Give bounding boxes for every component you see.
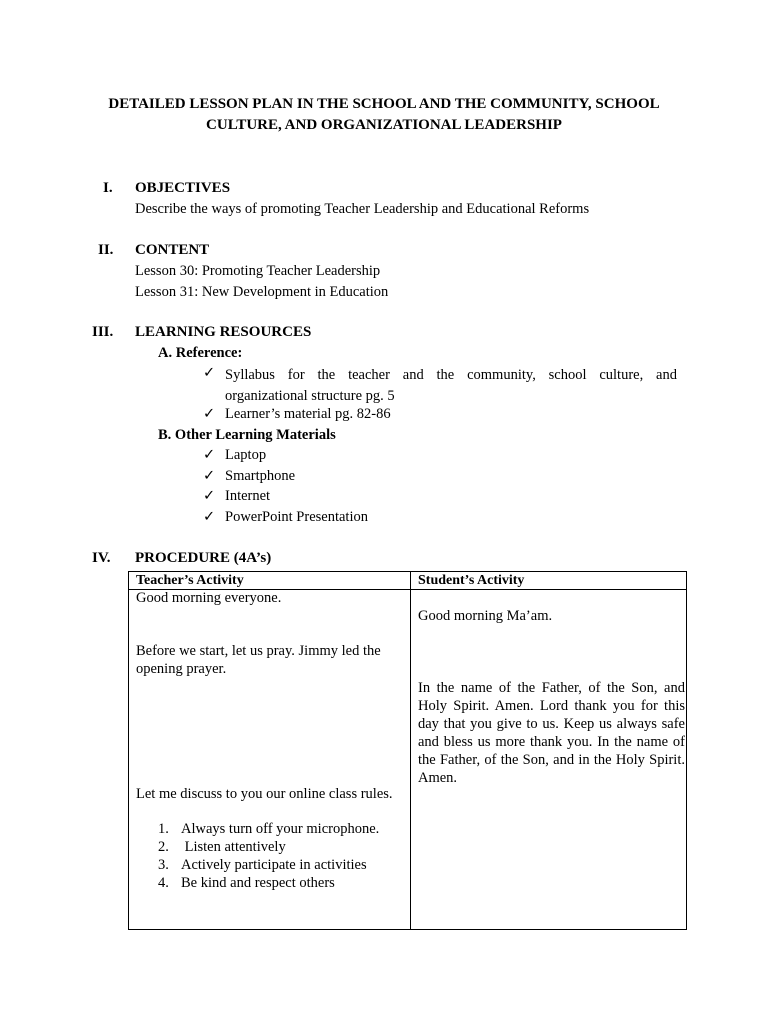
reference-item: [203, 365, 225, 382]
rules-intro: Let me discuss to you our online class rules.: [136, 786, 393, 802]
check-icon: ✓: [203, 406, 216, 422]
rule-text: Be kind and respect others: [181, 875, 335, 891]
check-icon: ✓: [203, 365, 216, 381]
rule-text: Listen attentively: [181, 839, 286, 855]
material-item: [203, 447, 267, 464]
teacher-activity-cell: [129, 590, 411, 930]
student-greeting: Good morning Ma’am.: [418, 608, 553, 624]
material-item: [203, 509, 368, 526]
rule-text: Always turn off your microphone.: [181, 821, 380, 837]
section-heading-procedure: PROCEDURE (4A’s): [135, 550, 272, 566]
document-title: [60, 94, 708, 136]
section-heading-content: CONTENT: [135, 242, 210, 258]
reference-heading: A. Reference:: [158, 345, 243, 361]
table-header-row: [129, 572, 687, 590]
teacher-prayer-line-2: opening prayer.: [136, 661, 227, 677]
section-heading-objectives: OBJECTIVES: [135, 180, 231, 196]
title-line-1: DETAILED LESSON PLAN IN THE SCHOOL AND THE COMMUNITY, SCHOOL: [108, 96, 660, 112]
check-icon: ✓: [203, 468, 216, 484]
section-number-objectives: I.: [103, 180, 113, 196]
title-line-2: CULTURE, AND ORGANIZATIONAL LEADERSHIP: [206, 117, 562, 133]
teacher-prayer-line-1: Before we start, let us pray. Jimmy led the: [136, 643, 381, 659]
reference-item: [203, 406, 391, 423]
content-line-2: Lesson 31: New Development in Education: [135, 284, 389, 300]
objectives-text: Describe the ways of promoting Teacher Leadership and Educational Reforms: [135, 201, 590, 217]
rule-number: 2.: [158, 839, 169, 855]
check-icon: ✓: [203, 509, 216, 525]
student-activity-cell: [411, 590, 687, 930]
content-line-1: Lesson 30: Promoting Teacher Leadership: [135, 263, 381, 279]
check-icon: ✓: [203, 488, 216, 504]
section-number-content: II.: [98, 242, 114, 258]
material-item: [203, 468, 296, 485]
rule-number: 1.: [158, 821, 169, 837]
other-materials-heading: B. Other Learning Materials: [158, 427, 336, 443]
section-number-procedure: IV.: [92, 550, 111, 566]
section-number-resources: III.: [92, 324, 114, 340]
table-row: [129, 590, 687, 930]
student-prayer: In the name of the Father, of the Son, and Holy Spirit. Amen. Lord thank you for this day that you give to us. Keep us always safe and bless us more thank you. In the name of the Father, of the Son, and in the Holy Spirit. Amen.: [418, 680, 685, 786]
material-item-text: PowerPoint Presentation: [225, 509, 368, 525]
reference-item-1-text: Syllabus for the teacher and the community, school culture, and organizational structure pg. 5: [225, 367, 677, 404]
student-activity-header: Student’s Activity: [411, 572, 687, 590]
teacher-activity-header: Teacher’s Activity: [129, 572, 411, 590]
material-item-text: Internet: [225, 488, 271, 504]
material-item-text: Smartphone: [225, 468, 296, 484]
material-item-text: Laptop: [225, 447, 267, 463]
teacher-greeting: Good morning everyone.: [136, 590, 282, 606]
material-item: [203, 488, 271, 505]
procedure-table: [128, 571, 687, 930]
rule-number: 3.: [158, 857, 169, 873]
rule-number: 4.: [158, 875, 169, 891]
rule-text: Actively participate in activities: [181, 857, 367, 873]
section-heading-resources: LEARNING RESOURCES: [135, 324, 312, 340]
reference-item-2-text: Learner’s material pg. 82-86: [225, 406, 391, 422]
check-icon: ✓: [203, 447, 216, 463]
